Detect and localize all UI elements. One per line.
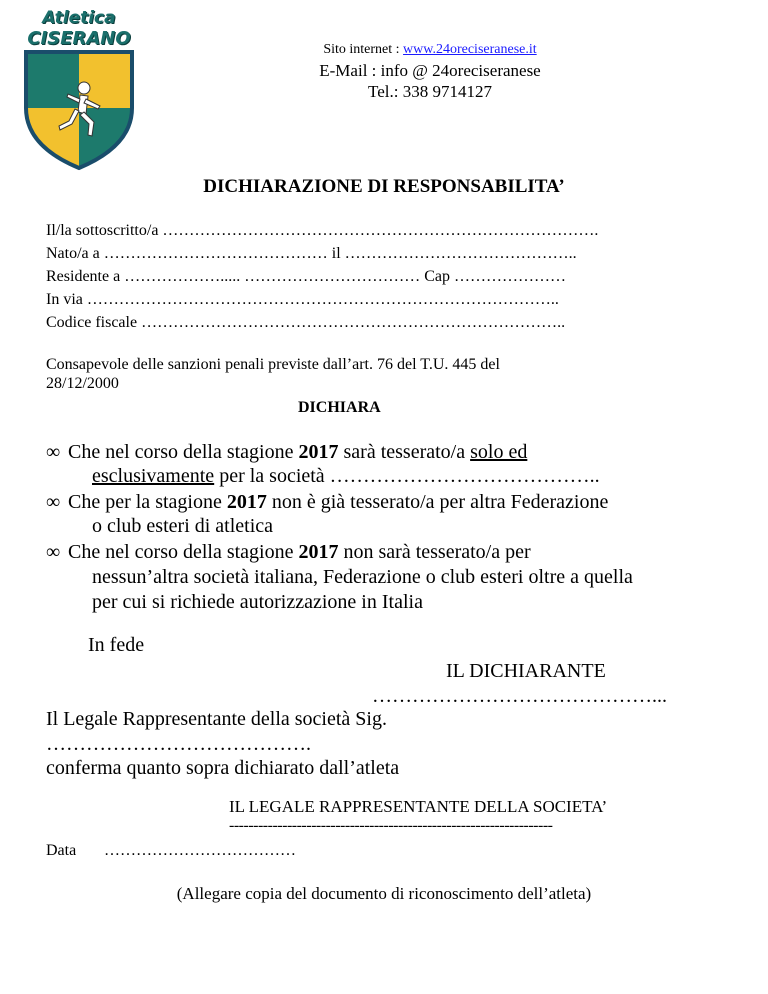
infinity-bullet-icon: ∞ bbox=[46, 541, 61, 563]
footer-note: (Allegare copia del documento di riconoscimento dell’atleta) bbox=[176, 884, 592, 903]
infinity-bullet-icon: ∞ bbox=[46, 491, 61, 513]
legale-title: IL LEGALE RAPPRESENTANTE DELLA SOCIETA’ bbox=[229, 797, 608, 816]
in-fede-text: In fede bbox=[88, 634, 145, 656]
shield-runner-emblem bbox=[18, 46, 140, 171]
website-label: Sito internet : bbox=[323, 42, 400, 57]
bullet-2-line-1: Che per la stagione 2017 non è già tesserato/a per altra Federazione bbox=[68, 491, 609, 513]
logo-line-1: Atletica bbox=[42, 8, 116, 28]
infinity-bullet-icon: ∞ bbox=[46, 441, 61, 463]
logo-line-2: CISERANO bbox=[27, 28, 131, 49]
field-via: In via …………………………………………………………………………….. bbox=[46, 291, 559, 308]
website-line bbox=[260, 42, 600, 58]
bullet-3-line-3: per cui si richiede autorizzazione in Italia bbox=[92, 591, 423, 613]
consapevole-line-2: 28/12/2000 bbox=[46, 375, 119, 392]
legale-line-2: conferma quanto sopra dichiarato dall’atleta bbox=[46, 757, 400, 779]
club-logo bbox=[18, 8, 140, 168]
data-dots: ……………………………… bbox=[104, 842, 296, 859]
data-label: Data bbox=[46, 842, 77, 859]
website-link[interactable]: www.24oreciseranese.it bbox=[403, 42, 537, 57]
consapevole-line-1: Consapevole delle sanzioni penali previste dall’art. 76 del T.U. 445 del bbox=[46, 356, 500, 373]
phone-line: Tel.: 338 9714127 bbox=[368, 82, 492, 101]
bullet-1-line-1: Che nel corso della stagione 2017 sarà tesserato/a solo ed bbox=[68, 441, 528, 463]
legale-signature-line: ------------------------------------------------------------------- bbox=[229, 817, 553, 834]
bullet-2-line-2: o club esteri di atletica bbox=[92, 515, 274, 537]
field-residente: Residente a ………………..... …………………………… Cap ………………… bbox=[46, 268, 566, 285]
bullet-3-line-1: Che nel corso della stagione 2017 non sarà tesserato/a per bbox=[68, 541, 531, 563]
legale-line-1: Il Legale Rappresentante della società Sig. bbox=[46, 708, 387, 730]
il-dichiarante-label: IL DICHIARANTE bbox=[446, 660, 606, 682]
bullet-1-line-2: esclusivamente per la società ………………………………….. bbox=[92, 465, 600, 487]
email-line: E-Mail : info @ 24oreciseranese bbox=[319, 61, 541, 80]
bullet-3-line-2: nessun’altra società italiana, Federazione o club esteri oltre a quella bbox=[92, 566, 633, 588]
field-codice-fiscale: Codice fiscale …………………………………………………………………….. bbox=[46, 314, 566, 331]
field-sottoscritto: Il/la sottoscritto/a ………………………………………………………………………. bbox=[46, 222, 599, 239]
dichiarante-signature-line: ……………………………………... bbox=[372, 685, 667, 707]
dichiara-heading: DICHIARA bbox=[298, 399, 381, 416]
document-title: DICHIARAZIONE DI RESPONSABILITA’ bbox=[203, 176, 565, 197]
field-nato: Nato/a a …………………………………… il …………………………………….. bbox=[46, 245, 577, 262]
legale-dots: …………………………………. bbox=[46, 733, 311, 755]
